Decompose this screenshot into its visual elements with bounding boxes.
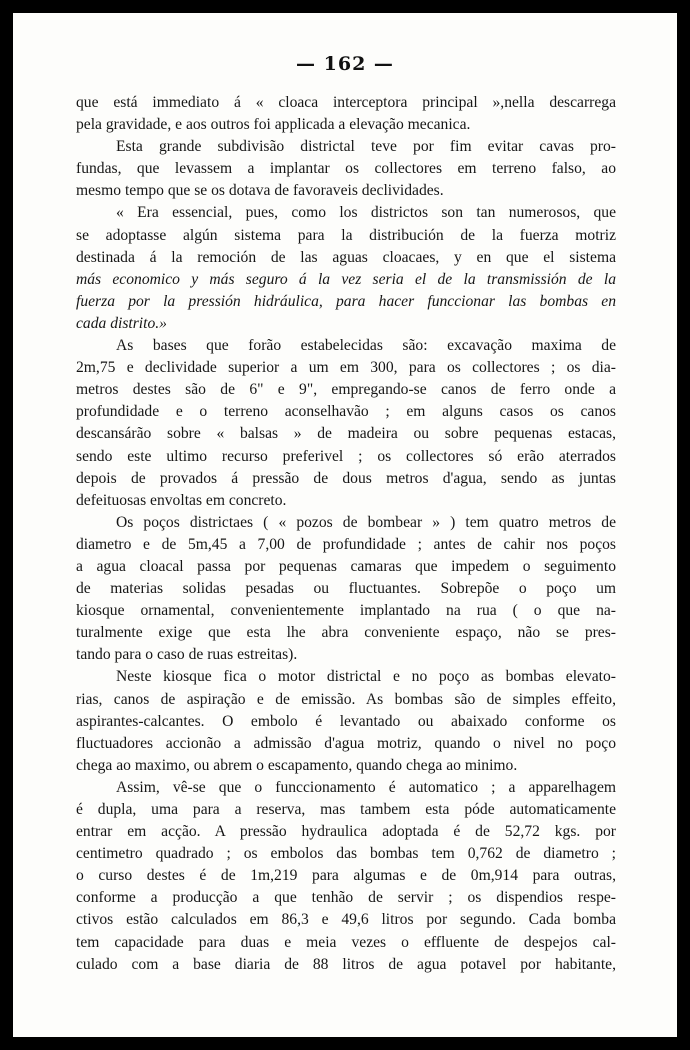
text-line: rias, canos de aspiração e de emissão. As bombas são de simples effeito, xyxy=(76,690,616,708)
paragraph xyxy=(76,512,616,667)
text-line: kiosque ornamental, convenientemente implantado na rua ( o que na- xyxy=(76,602,616,620)
text-line: sendo este ultimo recurso preferivel ; os collectores só erão aterrados xyxy=(76,447,616,465)
text-line: Esta grande subdivisão districtal teve por fim evitar cavas pro- xyxy=(116,138,616,156)
text-line: « Era essencial, pues, como los districtos son tan numerosos, que xyxy=(116,204,616,222)
text-line: ctivos estão calculados em 86,3 e 49,6 litros por segundo. Cada bomba xyxy=(76,911,616,929)
paragraph xyxy=(76,202,616,335)
paragraph xyxy=(76,335,616,512)
text-line: culado com a base diaria de 88 litros de agua potavel por habitante, xyxy=(76,955,616,973)
text-line: defeituosas envoltas em concreto. xyxy=(76,491,287,509)
text-line: fluctuadores accionão a admissão d'agua motriz, quando o nivel no poço xyxy=(76,734,616,752)
text-line: Os poços districtaes ( « pozos de bombear » ) tem quatro metros de xyxy=(116,513,616,531)
text-line: fuerza por la pressión hidráulica, para hacer funccionar las bombas en xyxy=(76,292,616,310)
text-line: destinada á la remoción de las aguas cloacaes, y en que el sistema xyxy=(76,248,616,266)
text-line: diametro e de 5m,45 a 7,00 de profundidade ; antes de cahir nos poços xyxy=(76,535,616,553)
text-line: entrar em acção. A pressão hydraulica adoptada é de 52,72 kgs. por xyxy=(76,823,616,841)
text-line: se adoptasse algún sistema para la distribución de la fuerza motriz xyxy=(76,226,616,244)
text-line: tem capacidade para duas e meia vezes o effluente de despejos cal- xyxy=(76,933,616,951)
body-text xyxy=(76,92,616,976)
text-line: As bases que forão estabelecidas são: excavação maxima de xyxy=(116,337,616,355)
text-line: conforme a producção a que tenhão de servir ; os dispendios respe- xyxy=(76,889,616,907)
paragraph xyxy=(76,666,616,776)
text-line: o curso destes é de 1m,219 para algumas e de 0m,914 para outras, xyxy=(76,867,616,885)
text-line: profundidade e o terreno aconselhavão ; em alguns casos os canos xyxy=(76,403,616,421)
text-line: más economico y más seguro á la vez seria el de la transmissión de la xyxy=(76,270,616,288)
paragraph xyxy=(76,136,616,202)
paragraph xyxy=(76,92,616,136)
document-page xyxy=(13,13,677,1037)
text-line: depois de provados á pressão de dous metros d'agua, sendo as juntas xyxy=(76,469,616,487)
text-line: Neste kiosque fica o motor districtal e no poço as bombas elevato- xyxy=(116,668,616,686)
text-line: fundas, que levassem a implantar os collectores em terreno falso, ao xyxy=(76,160,616,178)
text-line: 2m,75 e declividade superior a um em 300, para os collectores ; os dia- xyxy=(76,359,616,377)
text-line: metros destes são de 6" e 9", empregando-se canos de ferro onde a xyxy=(76,381,616,399)
text-line: descansárão sobre « balsas » de madeira ou sobre pequenas estacas, xyxy=(76,425,616,443)
text-line: Assim, vê-se que o funccionamento é automatico ; a apparelhagem xyxy=(116,778,616,796)
text-line: de materias solidas pesadas ou fluctuantes. Sobrepõe o poço um xyxy=(76,580,616,598)
page-number: — 162 — xyxy=(296,53,394,75)
text-line: que está immediato á « cloaca interceptora principal »,nella descarrega xyxy=(76,94,616,111)
text-line: cada distrito.» xyxy=(76,314,167,332)
text-line: aspirantes-calcantes. O embolo é levantado ou abaixado conforme os xyxy=(76,712,616,730)
text-line: pela gravidade, e aos outros foi applicada a elevação mecanica. xyxy=(76,116,471,134)
text-line: a agua cloacal passa por pequenas camaras que impedem o seguimento xyxy=(76,557,616,575)
paragraph xyxy=(76,777,616,976)
text-line: turalmente exige que esta lhe abra conveniente espaço, não se pres- xyxy=(76,624,616,642)
text-line: é dupla, uma para a reserva, mas tambem esta póde automaticamente xyxy=(76,801,616,818)
text-line: centimetro quadrado ; os embolos das bombas tem 0,762 de diametro ; xyxy=(76,845,616,863)
text-line: mesmo tempo que se os dotava de favoraveis declividades. xyxy=(76,182,444,200)
text-line: tando para o caso de ruas estreitas). xyxy=(76,646,298,664)
text-line: chega ao maximo, ou abrem o escapamento, quando chega ao minimo. xyxy=(76,756,518,774)
